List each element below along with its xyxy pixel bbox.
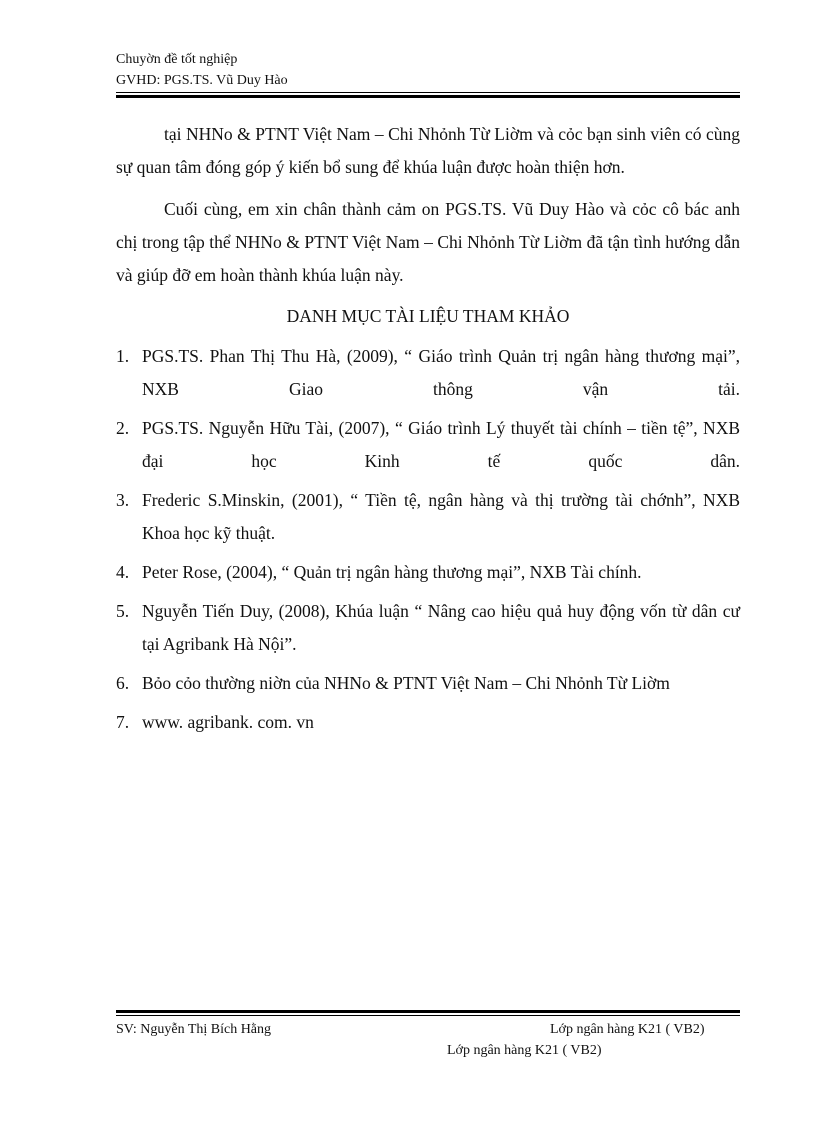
header-course-title: Chuyờn đề tốt nghiệp: [116, 52, 238, 67]
footer-rule-thick: [116, 1010, 740, 1013]
reference-text: PGS.TS. Nguyễn Hữu Tài, (2007), “ Giáo trình Lý thuyết tài chính – tiền tệ”, NXB đại học Kinh tế quốc dân.: [142, 418, 740, 471]
reference-item: [116, 706, 740, 739]
header-rule-thin: [116, 92, 740, 93]
paragraph-acknowledgement-end: tại NHNo & PTNT Việt Nam – Chi Nhỏnh Từ Liờm và cỏc bạn sinh viên có cùng sự quan tâm đóng góp ý kiến bổ sung để khúa luận được hoàn thiện hơn.: [116, 124, 740, 177]
reference-number: 3.: [116, 490, 130, 510]
reference-number: 6.: [116, 673, 130, 693]
header-advisor: GVHD: PGS.TS. Vũ Duy Hào: [116, 73, 288, 88]
reference-item: [116, 667, 740, 700]
footer-class-duplicate: Lớp ngân hàng K21 ( VB2): [447, 1043, 602, 1058]
reference-number: 1.: [116, 346, 130, 366]
footer-class: Lớp ngân hàng K21 ( VB2): [550, 1022, 705, 1037]
reference-number: 5.: [116, 601, 130, 621]
reference-number: 4.: [116, 562, 130, 582]
reference-number: 2.: [116, 418, 130, 438]
reference-item: [116, 340, 740, 406]
document-body: [116, 118, 740, 745]
reference-text: Peter Rose, (2004), “ Quản trị ngân hàng thương mại”, NXB Tài chính.: [142, 562, 642, 582]
reference-text: Nguyễn Tiến Duy, (2008), Khúa luận “ Nâng cao hiệu quả huy động vốn từ dân cư tại Agribank Hà Nội”.: [142, 601, 740, 654]
footer-rule-thin: [116, 1015, 740, 1016]
reference-text: Frederic S.Minskin, (2001), “ Tiền tệ, ngân hàng và thị trường tài chớnh”, NXB Khoa học kỹ thuật.: [142, 490, 740, 543]
reference-item: [116, 595, 740, 661]
reference-item: [116, 556, 740, 589]
reference-number: 7.: [116, 712, 130, 732]
footer-student: SV: Nguyễn Thị Bích Hằng: [116, 1022, 272, 1037]
reference-text: Bỏo cỏo thường niờn của NHNo & PTNT Việt Nam – Chi Nhỏnh Từ Liờm: [142, 673, 670, 693]
reference-item: [116, 484, 740, 550]
reference-text: PGS.TS. Phan Thị Thu Hà, (2009), “ Giáo trình Quản trị ngân hàng thương mại”, NXB Giao thông vận tải.: [142, 346, 740, 399]
references-list: [116, 340, 740, 739]
paragraph-thanks: Cuối cùng, em xin chân thành cảm on PGS.TS. Vũ Duy Hào và cỏc cô bác anh chị trong tập thể NHNo & PTNT Việt Nam – Chi Nhỏnh Từ Liờm đã tận tình hướng dẫn và giúp đỡ em hoàn thành khúa luận này.: [116, 199, 740, 285]
reference-text: www. agribank. com. vn: [142, 712, 314, 732]
header-rule-thick: [116, 95, 740, 98]
reference-item: [116, 412, 740, 478]
references-heading: DANH MỤC TÀI LIỆU THAM KHẢO: [286, 306, 570, 326]
